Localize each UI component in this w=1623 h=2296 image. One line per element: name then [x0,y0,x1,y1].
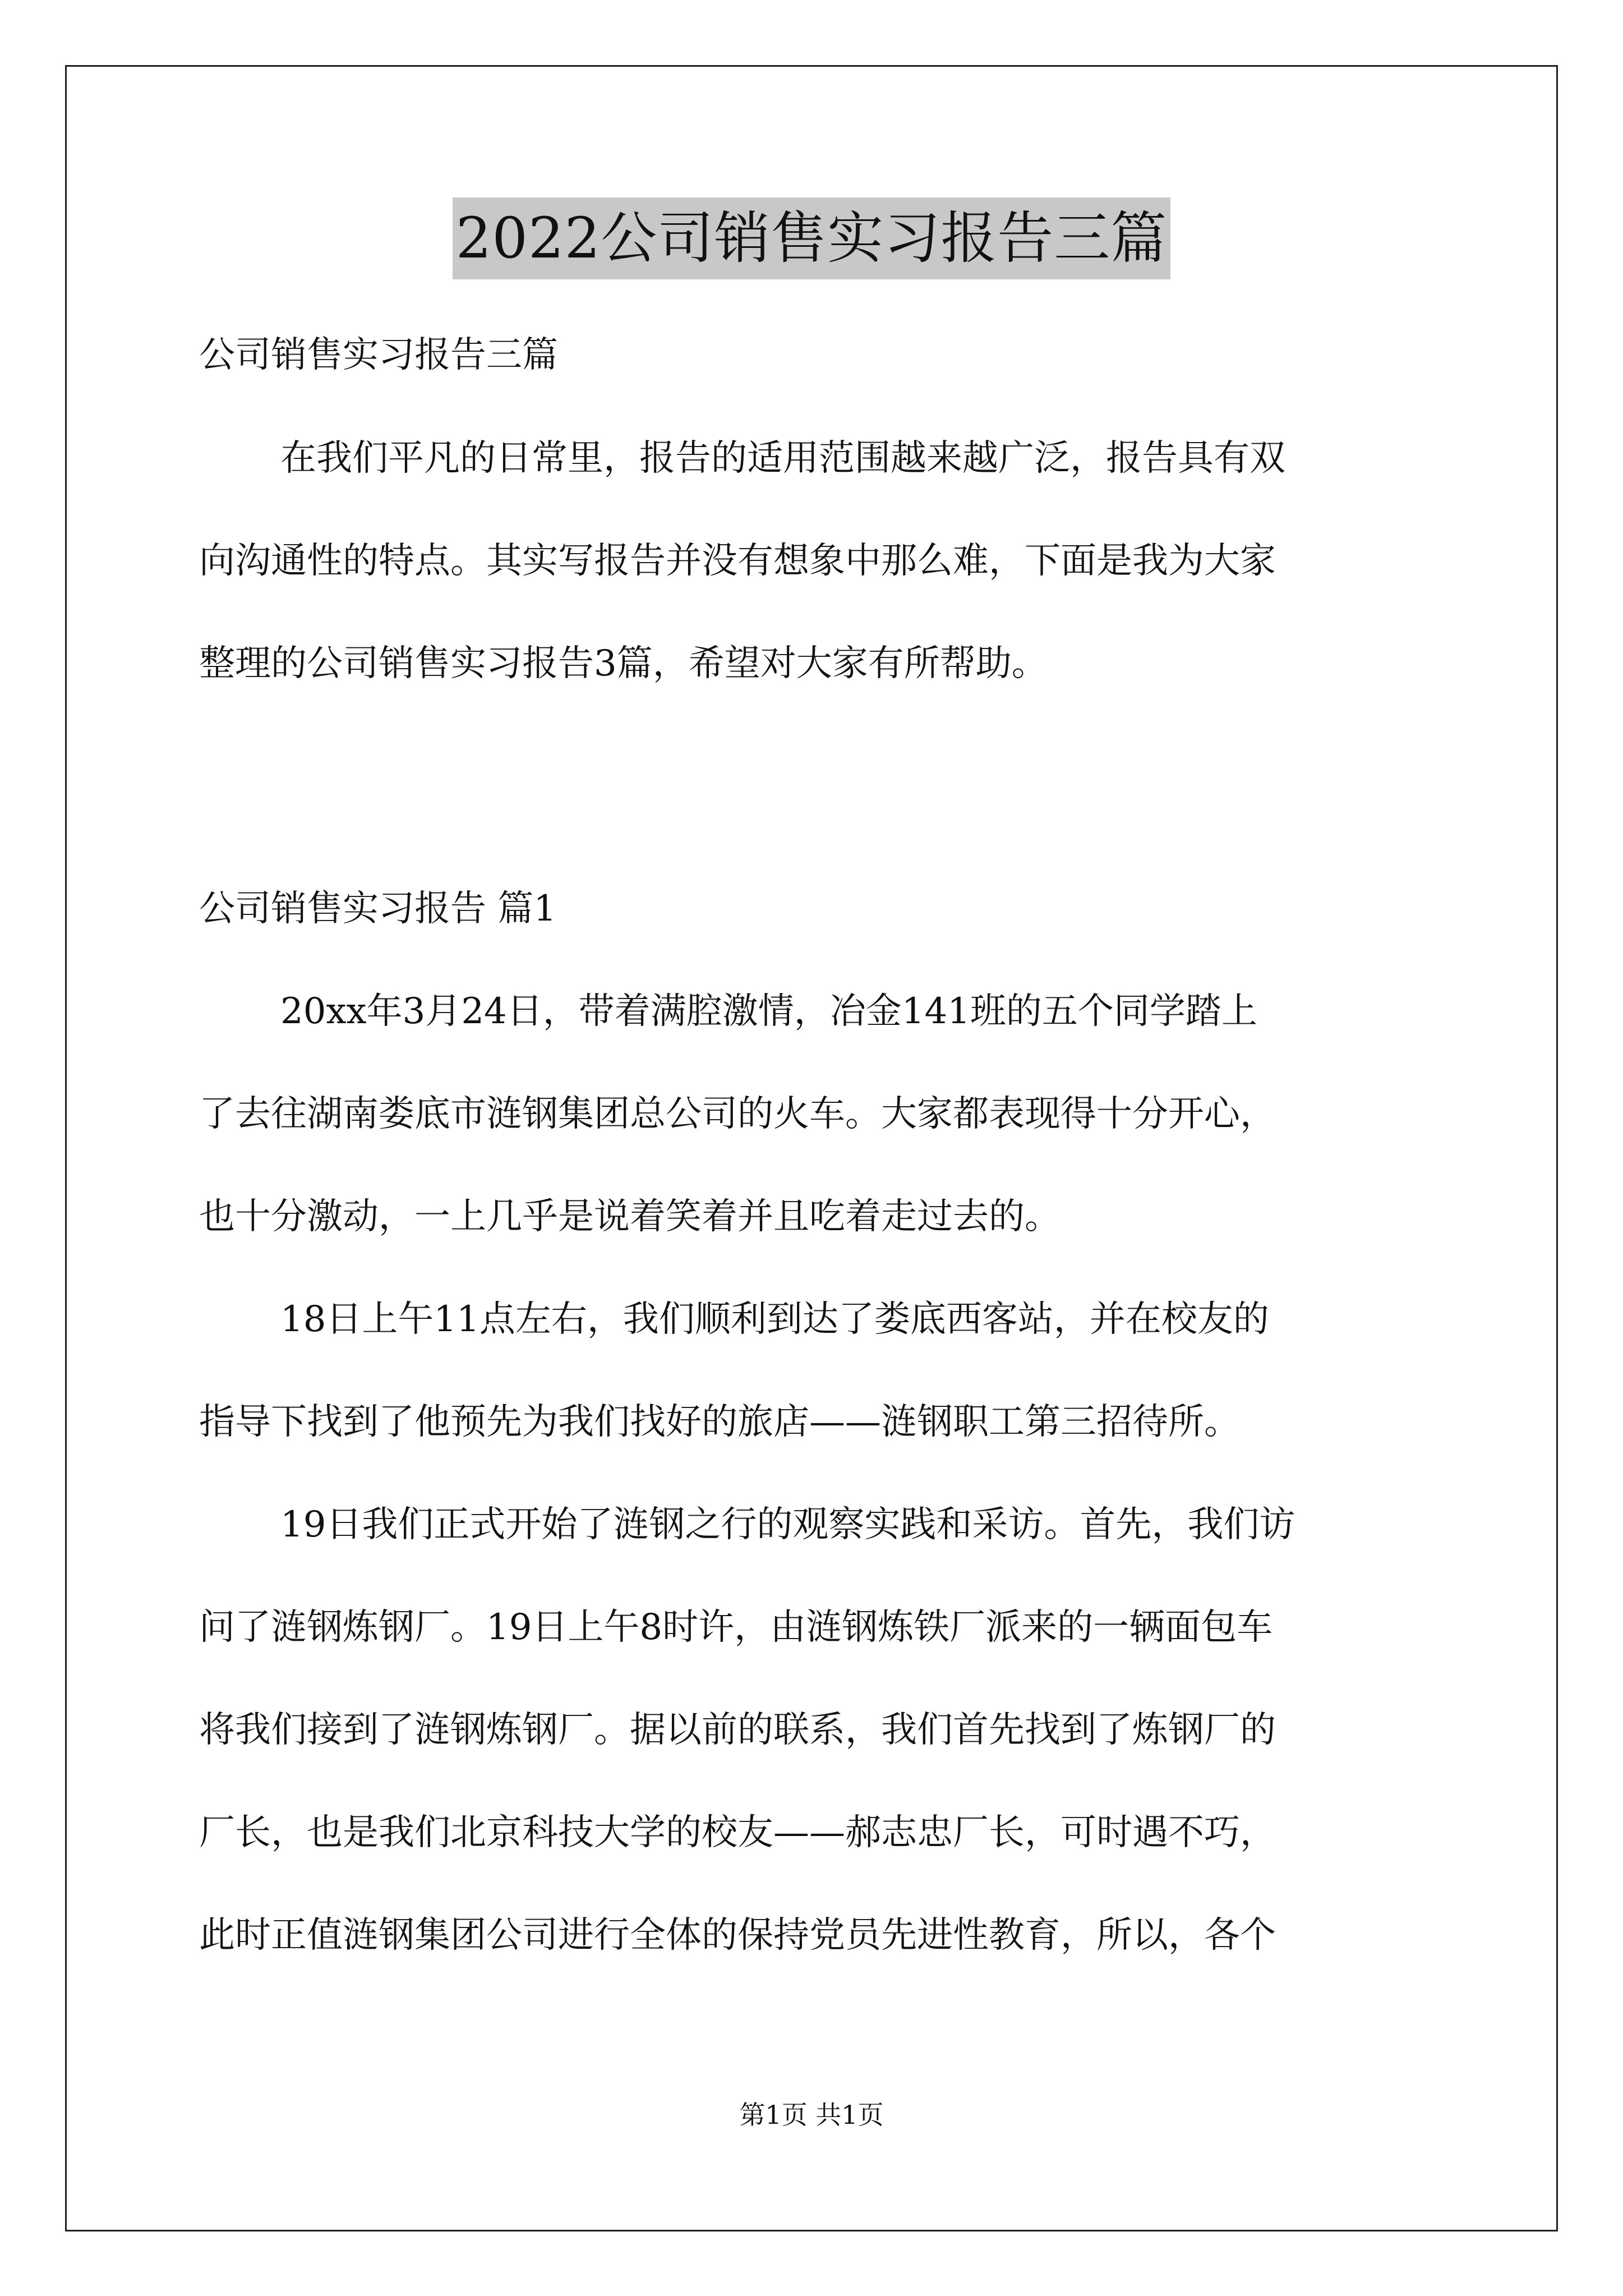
intro-line-3: 整理的公司销售实习报告3篇，希望对大家有所帮助。 [199,643,1048,684]
body-line-5: 指导下找到了他预先为我们找好的旅店——涟钢职工第三招待所。 [199,1401,1240,1443]
body-line-3: 也十分激动，一上几乎是说着笑着并且吃着走过去的。 [199,1196,1061,1237]
section-heading: 公司销售实习报告 篇1 [199,888,557,930]
intro-line-1: 在我们平凡的日常里，报告的适用范围越来越广泛，报告具有双 [280,438,1285,479]
title-container [0,197,1623,279]
subtitle: 公司销售实习报告三篇 [199,334,558,376]
body-line-1: 20xx年3月24日，带着满腔激情，冶金141班的五个同学踏上 [280,991,1257,1032]
body-line-4: 18日上午11点左右，我们顺利到达了娄底西客站，并在校友的 [280,1299,1269,1340]
intro-line-2: 向沟通性的特点。其实写报告并没有想象中那么难，下面是我为大家 [199,540,1276,582]
body-line-6: 19日我们正式开始了涟钢之行的观察实践和采访。首先，我们访 [280,1504,1295,1545]
body-line-9: 厂长，也是我们北京科技大学的校友——郝志忠厂长，可时遇不巧， [199,1812,1276,1853]
document-title: 2022公司销售实习报告三篇 [453,197,1171,279]
body-line-7: 问了涟钢炼钢厂。19日上午8时许，由涟钢炼铁厂派来的一辆面包车 [199,1607,1273,1648]
body-line-10: 此时正值涟钢集团公司进行全体的保持党员先进性教育，所以，各个 [199,1915,1276,1956]
page-footer: 第1页 共1页 [739,2100,884,2130]
body-line-2: 了去往湖南娄底市涟钢集团总公司的火车。大家都表现得十分开心， [199,1093,1276,1135]
body-line-8: 将我们接到了涟钢炼钢厂。据以前的联系，我们首先找到了炼钢厂的 [199,1709,1276,1751]
page-border [65,65,1558,2231]
